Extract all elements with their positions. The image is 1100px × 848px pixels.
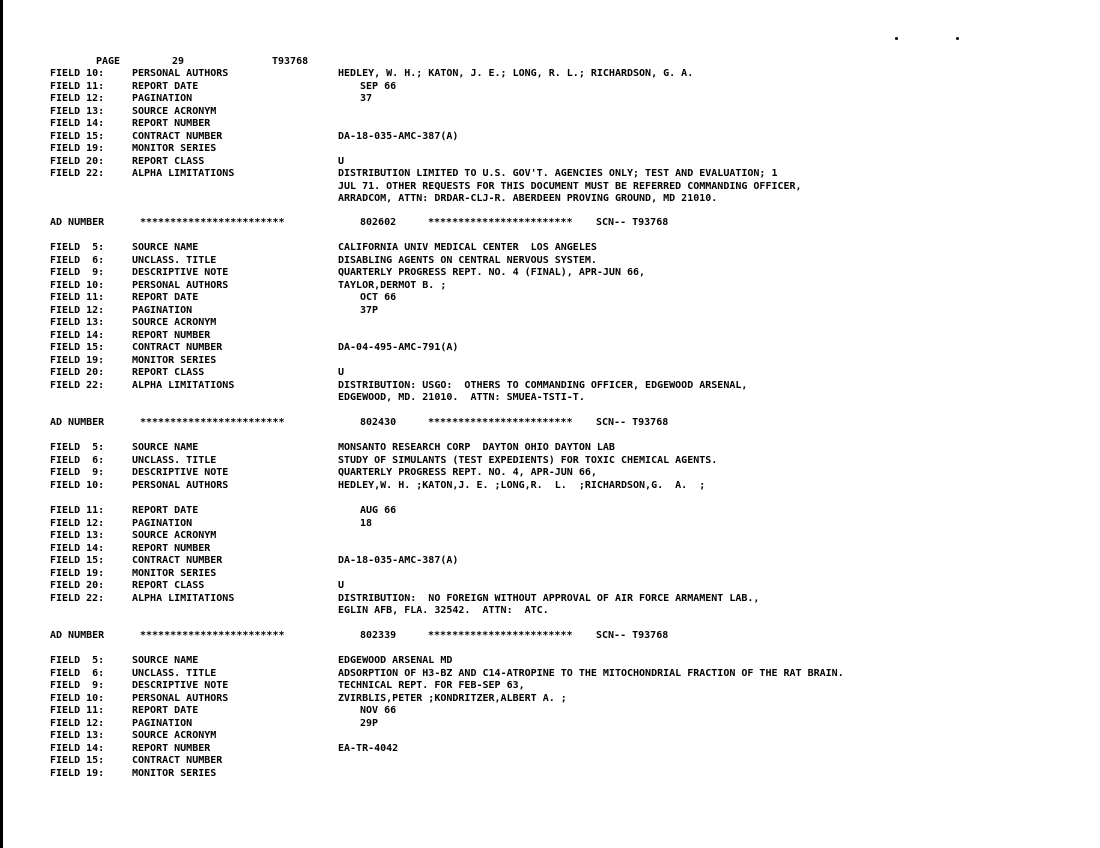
asterisk-separator: ************************ — [140, 417, 285, 428]
field-value: U — [338, 367, 345, 378]
field-name: MONITOR SERIES — [132, 354, 217, 366]
scn-id: SCN-- T93768 — [596, 217, 669, 228]
field-name: ALPHA LIMITATIONS — [132, 168, 235, 179]
field-value: DA-04-495-AMC-791(A) — [338, 342, 459, 353]
field-value: NOV 66 — [360, 705, 397, 716]
field-label: FIELD 11: — [50, 292, 105, 303]
ad-number-label: AD NUMBER — [50, 217, 105, 228]
field-value: 37P — [360, 304, 379, 316]
field-value: AUG 66 — [360, 505, 397, 516]
field-name: CONTRACT NUMBER — [132, 555, 223, 566]
field-value: ZVIRBLIS,PETER ;KONDRITZER,ALBERT A. ; — [338, 692, 567, 704]
field-name: DESCRIPTIVE NOTE — [132, 267, 229, 278]
field-label: FIELD 9: — [50, 467, 105, 478]
field-value: TECHNICAL REPT. FOR FEB-SEP 63, — [338, 680, 525, 691]
field-value: EA-TR-4042 — [338, 742, 399, 754]
field-label: FIELD 15: — [50, 130, 105, 142]
asterisk-separator: ************************ — [140, 630, 285, 641]
field-label: FIELD 14: — [50, 542, 105, 554]
field-name: ALPHA LIMITATIONS — [132, 379, 235, 391]
field-name: PERSONAL AUTHORS — [132, 279, 229, 291]
field-name: REPORT NUMBER — [132, 118, 211, 129]
field-value: STUDY OF SIMULANTS (TEST EXPEDIENTS) FOR TOXIC CHEMICAL AGENTS. — [338, 454, 718, 466]
field-name: SOURCE ACRONYM — [132, 105, 217, 117]
field-name: DESCRIPTIVE NOTE — [132, 467, 229, 478]
field-name: DESCRIPTIVE NOTE — [132, 680, 229, 691]
field-name: SOURCE NAME — [132, 655, 199, 666]
field-name: REPORT CLASS — [132, 155, 205, 167]
field-label: FIELD 14: — [50, 329, 105, 341]
field-value: 29P — [360, 717, 379, 729]
field-name: REPORT NUMBER — [132, 329, 211, 341]
asterisk-separator: ************************ — [140, 217, 285, 228]
field-label: FIELD 10: — [50, 479, 105, 491]
field-name: PERSONAL AUTHORS — [132, 692, 229, 704]
field-value: HEDLEY, W. H.; KATON, J. E.; LONG, R. L.; RICHARDSON, G. A. — [338, 68, 694, 79]
asterisk-separator: ************************ — [428, 217, 573, 228]
field-name: REPORT DATE — [132, 80, 199, 92]
field-name: PAGINATION — [132, 517, 193, 529]
field-label: FIELD 5: — [50, 442, 105, 453]
field-label: FIELD 11: — [50, 80, 105, 92]
ad-number: 802602 — [360, 217, 397, 228]
field-name: REPORT NUMBER — [132, 742, 211, 754]
field-label: FIELD 12: — [50, 517, 105, 529]
field-label: FIELD 9: — [50, 680, 105, 691]
asterisk-separator: ************************ — [428, 630, 573, 641]
field-label: FIELD 22: — [50, 168, 105, 179]
field-label: FIELD 19: — [50, 567, 105, 579]
field-value: TAYLOR,DERMOT B. ; — [338, 279, 447, 291]
scn-id: SCN-- T93768 — [596, 630, 669, 641]
field-label: FIELD 19: — [50, 143, 105, 154]
field-name: REPORT NUMBER — [132, 542, 211, 554]
field-label: FIELD 12: — [50, 93, 105, 104]
field-label: FIELD 11: — [50, 705, 105, 716]
field-label: FIELD 13: — [50, 530, 105, 541]
field-name: UNCLASS. TITLE — [132, 667, 217, 679]
field-name: UNCLASS. TITLE — [132, 254, 217, 266]
field-name: SOURCE ACRONYM — [132, 730, 217, 741]
page-label: PAGE — [96, 56, 121, 67]
field-value: 37 — [360, 93, 373, 104]
ad-number-label: AD NUMBER — [50, 417, 105, 428]
field-label: FIELD 10: — [50, 692, 105, 704]
field-name: SOURCE NAME — [132, 242, 199, 253]
field-name: SOURCE NAME — [132, 442, 199, 453]
field-value: QUARTERLY PROGRESS REPT. NO. 4, APR-JUN 66, — [338, 467, 597, 478]
field-value: MONSANTO RESEARCH CORP DAYTON OHIO DAYTON LAB — [338, 442, 615, 453]
field-label: FIELD 20: — [50, 580, 105, 591]
ad-number: 802339 — [360, 630, 397, 641]
field-value: U — [338, 155, 345, 167]
ad-number-label: AD NUMBER — [50, 630, 105, 641]
field-name: PERSONAL AUTHORS — [132, 479, 229, 491]
field-name: REPORT DATE — [132, 292, 199, 303]
field-value: 18 — [360, 517, 373, 529]
field-name: PERSONAL AUTHORS — [132, 68, 229, 79]
field-value: U — [338, 580, 345, 591]
field-value: JUL 71. OTHER REQUESTS FOR THIS DOCUMENT MUST BE REFERRED COMMANDING OFFICER, — [338, 180, 802, 192]
field-label: FIELD 15: — [50, 555, 105, 566]
field-value: DISTRIBUTION: USGO: OTHERS TO COMMANDING OFFICER, EDGEWOOD ARSENAL, — [338, 379, 748, 391]
field-name: MONITOR SERIES — [132, 567, 217, 579]
field-label: FIELD 9: — [50, 267, 105, 278]
field-value: CALIFORNIA UNIV MEDICAL CENTER LOS ANGELES — [338, 242, 597, 253]
field-label: FIELD 15: — [50, 342, 105, 353]
field-name: UNCLASS. TITLE — [132, 454, 217, 466]
field-label: FIELD 14: — [50, 742, 105, 754]
field-label: FIELD 11: — [50, 505, 105, 516]
field-name: PAGINATION — [132, 304, 193, 316]
field-label: FIELD 22: — [50, 592, 105, 604]
field-label: FIELD 14: — [50, 118, 105, 129]
field-label: FIELD 19: — [50, 767, 105, 779]
field-label: FIELD 20: — [50, 155, 105, 167]
ad-number: 802430 — [360, 417, 397, 428]
field-name: REPORT DATE — [132, 705, 199, 716]
field-label: FIELD 19: — [50, 354, 105, 366]
field-value: ADSORPTION OF H3-BZ AND C14-ATROPINE TO THE MITOCHONDRIAL FRACTION OF THE RAT BRAIN. — [338, 667, 844, 679]
field-label: FIELD 13: — [50, 105, 105, 117]
field-name: MONITOR SERIES — [132, 767, 217, 779]
page-number: 29 — [172, 56, 185, 67]
field-value: DISABLING AGENTS ON CENTRAL NERVOUS SYSTEM. — [338, 254, 597, 266]
field-value: DA-18-035-AMC-387(A) — [338, 130, 459, 142]
field-label: FIELD 5: — [50, 242, 105, 253]
field-name: ALPHA LIMITATIONS — [132, 592, 235, 604]
field-name: REPORT CLASS — [132, 580, 205, 591]
field-name: REPORT DATE — [132, 505, 199, 516]
field-label: FIELD 6: — [50, 254, 105, 266]
field-value: QUARTERLY PROGRESS REPT. NO. 4 (FINAL), APR-JUN 66, — [338, 267, 646, 278]
field-name: MONITOR SERIES — [132, 143, 217, 154]
field-value: EDGEWOOD, MD. 21010. ATTN: SMUEA-TSTI-T. — [338, 392, 585, 403]
field-value: ARRADCOM, ATTN: DRDAR-CLJ-R. ABERDEEN PROVING GROUND, MD 21010. — [338, 193, 718, 204]
field-label: FIELD 15: — [50, 755, 105, 766]
field-name: CONTRACT NUMBER — [132, 342, 223, 353]
field-label: FIELD 13: — [50, 730, 105, 741]
field-name: PAGINATION — [132, 717, 193, 729]
field-name: REPORT CLASS — [132, 367, 205, 378]
field-label: FIELD 10: — [50, 68, 105, 79]
field-value: EDGEWOOD ARSENAL MD — [338, 655, 453, 666]
field-value: EGLIN AFB, FLA. 32542. ATTN: ATC. — [338, 605, 549, 616]
page-id: T93768 — [272, 56, 309, 67]
field-name: CONTRACT NUMBER — [132, 755, 223, 766]
field-name: SOURCE ACRONYM — [132, 317, 217, 328]
field-label: FIELD 13: — [50, 317, 105, 328]
field-value: HEDLEY,W. H. ;KATON,J. E. ;LONG,R. L. ;RICHARDSON,G. A. ; — [338, 479, 706, 491]
field-value: DA-18-035-AMC-387(A) — [338, 555, 459, 566]
field-name: CONTRACT NUMBER — [132, 130, 223, 142]
field-name: SOURCE ACRONYM — [132, 530, 217, 541]
field-label: FIELD 22: — [50, 379, 105, 391]
field-label: FIELD 12: — [50, 717, 105, 729]
field-name: PAGINATION — [132, 93, 193, 104]
field-label: FIELD 12: — [50, 304, 105, 316]
field-label: FIELD 20: — [50, 367, 105, 378]
field-value: SEP 66 — [360, 80, 397, 92]
field-label: FIELD 5: — [50, 655, 105, 666]
field-value: DISTRIBUTION LIMITED TO U.S. GOV'T. AGENCIES ONLY; TEST AND EVALUATION; 1 — [338, 168, 778, 179]
asterisk-separator: ************************ — [428, 417, 573, 428]
scn-id: SCN-- T93768 — [596, 417, 669, 428]
field-label: FIELD 6: — [50, 454, 105, 466]
field-value: DISTRIBUTION: NO FOREIGN WITHOUT APPROVAL OF AIR FORCE ARMAMENT LAB., — [338, 592, 760, 604]
field-label: FIELD 10: — [50, 279, 105, 291]
page-header — [0, 56, 309, 68]
field-value: OCT 66 — [360, 292, 397, 303]
field-label: FIELD 6: — [50, 667, 105, 679]
